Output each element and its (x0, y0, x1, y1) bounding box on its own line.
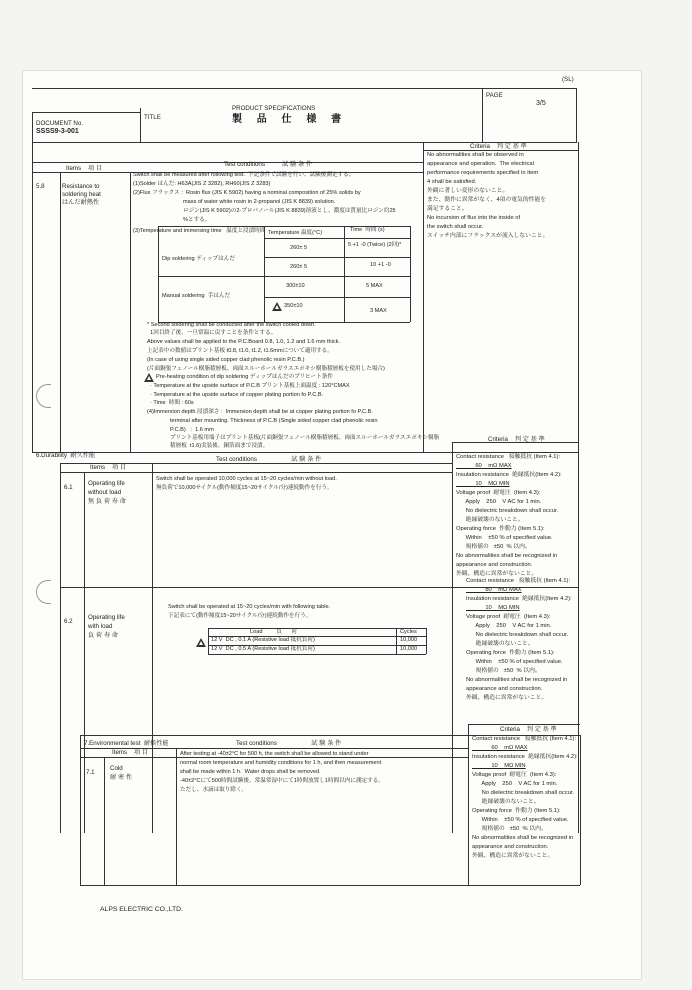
cond2-58-line: P.C.B) : 1.6 mm (170, 427, 214, 433)
criteria-71-line: Operating force 作動力 (Item 5.1): (472, 808, 561, 814)
solder-table-temp: 260± 5 (290, 264, 308, 270)
criteria-71-line: Within ±50 % of specified value. (472, 817, 569, 823)
criteria-71-line: 60 mΩ MAX (472, 745, 528, 751)
cond2-58-line: (片面銅張フェノール樹脂積層板、両面スルーホールガラスエポキシ樹脂積層板を使用した場合) (147, 366, 385, 372)
solder-table-head-time: Time 時間 (s) (350, 227, 385, 233)
criteria-62-line: Operating force 作動力 (Item 5.1): (466, 650, 555, 656)
criteria-58-line: 4 shall be satisfied. (427, 179, 477, 185)
item-name-58-l3: はんだ耐熱性 (62, 199, 100, 206)
items-header-6: Items 項 目 (90, 464, 127, 471)
cond-58-line: (3)Temperature and immersing time 温度と浸漬時間 (133, 228, 266, 234)
solder-table-temp: 300±10 (286, 283, 305, 289)
criteria-62-line: 規格値の ±50 % 以内。 (466, 668, 541, 674)
criteria-58-line: スイッチ内部にフラックスが流入しないこと。 (427, 233, 549, 239)
document-number: SSSS9-3-001 (36, 128, 79, 135)
item-no-58: 5.8 (36, 183, 45, 190)
criteria-61-line: Insulation resistance 絶縁抵抗(Item 4.2): (456, 472, 562, 478)
criteria-61-line: 外観、構造に異常がないこと。 (456, 571, 538, 577)
cond-71-line: normal room temperature and humidity conditions for 1 h, and then measurement (180, 760, 382, 766)
conditions-header-58: Test conditions 試 験 条 件 (224, 161, 313, 168)
criteria-58-line: No abnormalities shall be observed in (427, 152, 524, 158)
title-label: TITLE (144, 114, 161, 121)
criteria-62-line: Within ±50 % of specified value. (466, 659, 563, 665)
load-table-cycles: 10,000 (400, 637, 418, 643)
load-table-row: 12 V DC , 0.5 A (Resistive load 抵抗負荷) (211, 646, 315, 652)
cond2-58-line: プリント基板用端子はプリント基板(片面銅張フェノール樹脂積層板、両面スルーホールガラスエポキシ樹脂 (170, 435, 440, 441)
criteria-61-line: Voltage proof 耐電圧 (Item 4.3): (456, 490, 541, 496)
criteria-header-7: Criteria 判 定 基 準 (500, 726, 557, 733)
criteria-58-line: 外観に著しい変形のないこと。 (427, 188, 509, 194)
page-number: 3/5 (536, 100, 546, 107)
revision-triangle-icon (144, 373, 154, 382)
criteria-58-line: appearance and operation. The electrical (427, 161, 534, 167)
criteria-62-line: 10 MΩ MIN (466, 605, 520, 611)
criteria-61-line: Operating force 作動力 (Item 5.1): (456, 526, 545, 532)
solder-table-cond: Dip soldering ディップはんだ (162, 256, 235, 262)
solder-table-head-temp: Temperature 温度(°C) (268, 230, 323, 236)
criteria-71-line: 絶縁破壊のないこと。 (472, 799, 540, 805)
title-english: PRODUCT SPECIFICATIONS (232, 105, 316, 112)
revision-triangle-icon (196, 638, 206, 647)
items-header-58: Items 項 目 (66, 165, 103, 172)
item-name-61-l1: Operating life (88, 480, 125, 487)
item-name-58-l1: Resistance to (62, 183, 100, 190)
solder-table-temp: 350±10 (284, 303, 303, 309)
item-name-58-l2: soldering heat (62, 191, 101, 198)
conditions-header-6: Test conditions 試 験 条 件 (216, 456, 322, 463)
cond-71-line: shall be made within 1 h. Water drops shall be removed. (180, 769, 321, 775)
criteria-62-line: 外観、構造に異常がないこと。 (466, 695, 548, 701)
cond-58-line: ロジン(JIS K 5902)の2-プロパノール(JIS K 8839)溶液とし、濃度は質量比ロジン約25 (183, 208, 396, 214)
criteria-62-line: Apply 250 V AC for 1 min. (466, 623, 552, 629)
criteria-71-line: Voltage proof 耐電圧 (Item 4.3): (472, 772, 557, 778)
load-table-cycles: 10,000 (400, 646, 418, 652)
sl-mark: (SL) (562, 76, 574, 83)
criteria-61-line: 10 MΩ MIN (456, 481, 510, 487)
cond2-58-line: · Time 時間 : 60s (147, 400, 194, 406)
solder-table-cond: Manual soldering 手はんだ (162, 293, 231, 299)
criteria-62-line: appearance and construction. (466, 686, 543, 692)
company-name: ALPS ELECTRIC CO.,LTD. (100, 906, 183, 913)
item-no-62: 6.2 (64, 618, 73, 625)
cond-61-line: Switch shall be operated 10,000 cycles at 15~20 cycles/min without load. (156, 476, 337, 482)
item-no-71: 7.1 (86, 769, 95, 776)
criteria-61-line: appearance and construction. (456, 562, 533, 568)
criteria-58-line: the switch shall occur. (427, 224, 484, 230)
item-name-62-l1: Operating life (88, 614, 125, 621)
criteria-62-line: Contact resistance 接触抵抗 (Item 4.1): (466, 578, 571, 584)
criteria-62-line: Insulation resistance 絶縁抵抗(Item 4.2): (466, 596, 572, 602)
criteria-71-line: 外観、構造に異常がないこと。 (472, 853, 554, 859)
document-number-label: DOCUMENT No. (36, 120, 83, 127)
criteria-71-line: Insulation resistance 絶縁抵抗(Item 4.2): (472, 754, 578, 760)
cond-71-line: ただし、水滴は取り除く。 (180, 787, 248, 793)
criteria-61-line: 60 mΩ MAX (456, 463, 512, 469)
revision-triangle-icon (272, 302, 282, 311)
cond2-58-line: 1回目終了後、一旦常温に戻すことを条件とする。 (147, 330, 277, 336)
criteria-61-line: No abnormalities shall be recognized in (456, 553, 558, 559)
item-name-62-l2: with load (88, 623, 113, 630)
title-japanese: 製 品 仕 様 書 (232, 114, 348, 125)
criteria-71-line: appearance and construction. (472, 844, 549, 850)
criteria-58-line: No incursion of flux into the inside of (427, 215, 521, 221)
item-no-61: 6.1 (64, 484, 73, 491)
criteria-61-line: Within ±50 % of specified value. (456, 535, 553, 541)
criteria-71-line: Contact resistance 接触抵抗 (Item 4.1): (472, 736, 577, 742)
criteria-58-line: performance requirements specified in item (427, 170, 539, 176)
cond-58-line: (1)Solder はんだ: H63A(JIS Z 3282), RH60(JIS Z 3283) (133, 181, 271, 187)
load-table-row: 12 V DC , 0.1 A (Resistive load 抵抗負荷) (211, 637, 315, 643)
cond2-58-line: · Temperature at the upside surface of P.C.B プリント基板上面温度 : 120°CMAX (147, 383, 350, 389)
criteria-61-line: 規格値の ±50 % 以内。 (456, 544, 531, 550)
cond-62-line: Switch shall be operated at 15~20 cycles/min with following table. (168, 604, 331, 610)
durability-title: 6.Durability 耐久性能 (36, 452, 96, 459)
criteria-header-6: Criteria 判 定 基 準 (488, 436, 545, 443)
criteria-71-line: No dielectric breakdown shall occur. (472, 790, 575, 796)
cond2-58-line: (4)Immersion depth 浸漬深さ : Immersion depth shall be at copper plating portion fo P.C.B. (147, 409, 373, 415)
items-header-7: Items 項 目 (112, 749, 149, 756)
criteria-header-58: Criteria 判 定 基 準 (470, 143, 527, 150)
cond2-58-line: · Temperature at the upside surface of copper plating portion fo P.C.B. (147, 392, 324, 398)
cond-61-line: 無負荷で10,000サイクル(動作頻度15~20サイクル/分)連続動作を行う。 (156, 485, 333, 491)
item-name-61-l3: 無 負 荷 寿 命 (88, 498, 126, 505)
cond2-58-line: terminal after mounting. Thickness of P.C.B (Single sided copper clad phenolic resin (170, 418, 378, 424)
criteria-62-line: No abnormalities shall be recognized in (466, 677, 568, 683)
cond-58-line: mass of water white rosin in 2-propanol (JIS K 8839) solution. (183, 199, 336, 205)
document-sheet (22, 70, 642, 980)
page-label: PAGE (486, 92, 503, 99)
solder-table-time: 5 MAX (366, 283, 383, 289)
criteria-58-line: また、動作に異常がなく、4項の電気的性能を (427, 197, 547, 203)
criteria-61-line: Apply 250 V AC for 1 min. (456, 499, 542, 505)
criteria-71-line: No abnormalities shall be recognized in (472, 835, 574, 841)
criteria-61-line: 絶縁破壊のないこと。 (456, 517, 524, 523)
solder-table-time: 10 +1 -0 (370, 262, 391, 268)
criteria-62-line: 80 mΩ MAX (466, 587, 522, 593)
cond2-58-line: Above values shall be applied to the P.C.Board 0.8, 1.0, 1.2 and 1.6 mm thick. (147, 339, 340, 345)
cond2-58-line: 積層板 t1.6)実装後、銅箔面まで浸漬。 (170, 443, 269, 449)
solder-table-temp: 260± 5 (290, 245, 308, 251)
solder-table-time: 5 +1 -0 (Twice) (2回)* (348, 242, 402, 248)
cond-58-line: Switch shall be measured after following test. 下記条件で試験を行い、試験後測定する。 (133, 172, 355, 178)
criteria-61-line: Contact resistance 接触抵抗 (Item 4.1): (456, 454, 561, 460)
item-name-62-l3: 負 荷 寿 命 (88, 632, 118, 639)
cond-58-line: (2)Flux フラックス : Rosin flux (JIS K 5902) having a nominal composition of 25% solids by (133, 190, 361, 196)
cond2-58-line: * Second soldering shall be conducted after the switch cooled down. (147, 322, 316, 328)
item-name-61-l2: without load (88, 489, 122, 496)
criteria-71-line: Apply 250 V AC for 1 min. (472, 781, 558, 787)
criteria-71-line: 規格値の ±50 % 以内。 (472, 826, 547, 832)
item-name-71-l1: Cold (110, 765, 123, 772)
cond-58-line: %とする。 (183, 217, 211, 223)
criteria-58-line: 満足すること。 (427, 206, 468, 212)
cond2-58-line: (In case of using single sided copper clad phenolic resin P.C.B.) (147, 357, 305, 363)
conditions-header-7: Test conditions 試 験 条 件 (236, 740, 342, 747)
environmental-title: 7.Environmental test 耐候性能 (84, 740, 169, 747)
cond2-58-line: Pre-heating condition of dip soldering ディップはんだのプリヒート条件 (156, 374, 333, 380)
criteria-62-line: Voltage proof 耐電圧 (Item 4.3): (466, 614, 551, 620)
item-name-71-l2: 耐 寒 性 (110, 774, 133, 781)
criteria-62-line: 絶縁破壊のないこと。 (466, 641, 534, 647)
cond-62-line: 下記表にて(動作頻度15~20サイクル/分)連続動作を行う。 (168, 613, 312, 619)
criteria-62-line: No dielectric breakdown shall occur. (466, 632, 569, 638)
load-table-head-cycles: Cycles (400, 629, 417, 635)
load-table-head: Load 負 荷 (250, 629, 297, 635)
criteria-61-line: No dielectric breakdown shall occur. (456, 508, 559, 514)
cond2-58-line: 上記表中の数値はプリント基板 t0.8, t1.0, t1.2, t1.6mmについて適用する。 (147, 348, 333, 354)
solder-table-time: 3 MAX (370, 308, 387, 314)
cond-71-line: After testing at -40±2°C for 500 h, the switch shall be allowed to stand under (180, 751, 369, 757)
cond-71-line: -40±2°Cにて500時間試験後、常温常湿中にて1時間放置し1時間以内に測定する。 (180, 778, 384, 784)
criteria-71-line: 10 MΩ MIN (472, 763, 526, 769)
